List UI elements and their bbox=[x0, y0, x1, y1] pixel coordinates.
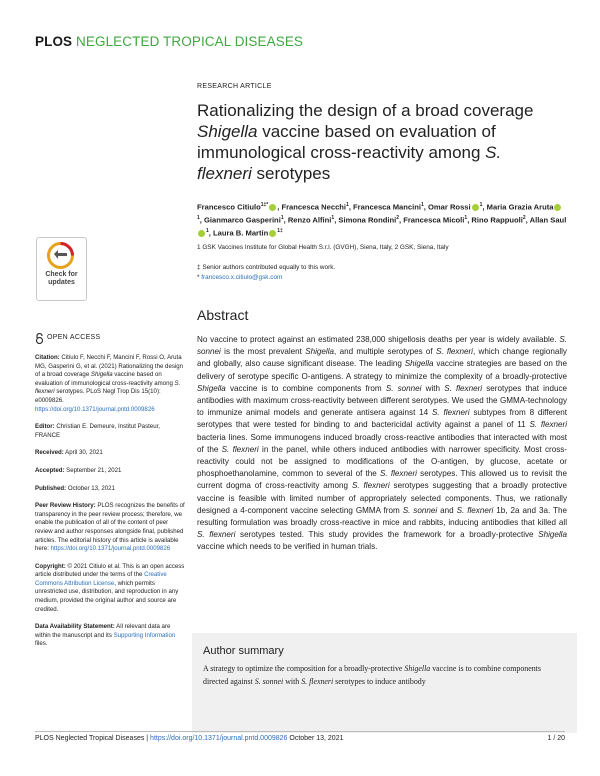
received-date: Received: April 30, 2021 bbox=[35, 449, 103, 457]
open-access-lock-icon bbox=[35, 333, 44, 344]
orcid-icon[interactable] bbox=[472, 204, 479, 211]
author-notes: ‡ Senior authors contributed equally to this work. * francesco.x.citiulo@gsk.com bbox=[197, 263, 567, 282]
abstract-heading: Abstract bbox=[197, 307, 249, 323]
footer-citation: PLOS Neglected Tropical Diseases | https://doi.org/10.1371/journal.pntd.0009826 October 13, 2021 bbox=[35, 735, 344, 742]
publisher-logo-text: PLOS bbox=[35, 34, 73, 49]
data-availability-block: Data Availability Statement: All relevant data are within the manuscript and its Supporting Information files. bbox=[35, 623, 176, 648]
copyright-block: Copyright: © 2021 Citiulo et al. This is an open access article distributed under the terms of the Creative Commons Attribution License, which permits unrestricted use, distribution, and reproduction in any medium, provided the original author and source are credited. bbox=[35, 562, 185, 613]
orcid-icon[interactable] bbox=[198, 230, 205, 237]
supporting-info-link[interactable]: Supporting Information bbox=[113, 631, 176, 639]
citation-block: Citation: Citiulo F, Necchi F, Mancini F, Rossi O, Aruta MG, Gasperini G, et al. (2021) Rationalizing the design of a broad coverage Shigella vaccine based on evaluation of immunological cross-reactivity among S. flexneri serotypes. PLoS Negl Trop Dis 15(10): e0009826. https://doi.org/10.1371/journal.pntd.0009826 bbox=[35, 354, 184, 413]
orcid-icon[interactable] bbox=[269, 230, 276, 237]
page-number: 1 / 20 bbox=[547, 735, 565, 742]
peer-review-link[interactable]: https://doi.org/10.1371/journal.pntd.0009826 bbox=[50, 545, 171, 553]
accepted-date: Accepted: September 21, 2021 bbox=[35, 466, 122, 474]
editor-block: Editor: Christian E. Demeure, Institut Pasteur, FRANCE bbox=[35, 423, 160, 439]
citation-doi-link[interactable]: https://doi.org/10.1371/journal.pntd.0009826 bbox=[35, 405, 155, 413]
peer-review-block: Peer Review History: PLOS recognizes the benefits of transparency in the peer review process; therefore, we enable the publication of all of the content of peer review and author responses alongside final, published articles. The editorial history of this article is available here: https://doi.org/10.1371/journal.pntd.0009826 bbox=[35, 502, 185, 553]
footer-doi-link[interactable]: https://doi.org/10.1371/journal.pntd.0009826 bbox=[150, 735, 288, 742]
article-title: Rationalizing the design of a broad coverage Shigella vaccine based on evaluation of immunological cross-reactivity among S. flexneri serotypes bbox=[197, 101, 534, 183]
orcid-icon[interactable] bbox=[554, 204, 561, 211]
affiliations: 1 GSK Vaccines Institute for Global Health S.r.l. (GVGH), Siena, Italy, 2 GSK, Siena, Italy bbox=[197, 244, 449, 251]
check-for-updates-badge[interactable] bbox=[36, 237, 87, 301]
journal-name: NEGLECTED TROPICAL DISEASES bbox=[76, 34, 304, 49]
footer-divider bbox=[35, 731, 565, 732]
page-footer bbox=[35, 735, 565, 742]
check-for-updates-label: Check for updates bbox=[45, 271, 78, 286]
license-link[interactable]: Creative Commons Attribution License bbox=[35, 571, 167, 587]
corresponding-email-link[interactable]: francesco.x.citiulo@gsk.com bbox=[201, 273, 283, 281]
published-date: Published: October 13, 2021 bbox=[35, 484, 115, 492]
check-for-updates-icon bbox=[47, 242, 74, 269]
author-list: Francesco Citiulo$^{1\ddagger*}$ , Francesca Necchi$^1$, Francesca Mancini$^1$, Omar Rossi $^1$, Maria Grazia Aruta$^1$, Gianmarco Gasperini$^1$, Renzo Alfini$^1$, Simona Rondini$^2$, Francesca Micoli$^1$, Rino Rappuoli$^2$, Allan Saul$^1$, Laura B. Martin $^{1\ddagger}$ bbox=[197, 202, 567, 238]
orcid-icon[interactable] bbox=[269, 204, 276, 211]
senior-authors-note: ‡ Senior authors contributed equally to this work. bbox=[197, 264, 336, 271]
journal-header bbox=[35, 34, 303, 49]
open-access-label: OPEN ACCESS bbox=[35, 333, 185, 344]
author-summary-body: A strategy to optimize the composition for a broadly-protective Shigella vaccine is to combine components directed against S. sonnei with S. flexneri serotypes to induce antibody bbox=[203, 664, 541, 686]
article-sidebar bbox=[35, 333, 185, 658]
article-type: RESEARCH ARTICLE bbox=[197, 83, 272, 90]
author-summary-heading: Author summary bbox=[203, 645, 284, 657]
abstract-body: No vaccine to protect against an estimated 238,000 shigellosis deaths per year is widely available. S. sonnei is the most prevalent Shigella, and multiple serotypes of S. flexneri, which change regionally and globally, also cause significant disease. The leading Shigella vaccine strategies are based on the delivery of serotype specific O-antigens. A strategy to minimize the complexity of a broadly-protective Shigella vaccine is to combine components from S. sonnei with S. flexneri serotypes that induce antibodies with maximum cross-reactivity between different serotypes. We used the GMMA-technology to immunize animal models and generate antisera against 14 S. flexneri subtypes from 8 different serotypes that were tested for binding to and bactericidal activity against a panel of 11 S. flexneri bacteria lines. Some immunogens induced broadly cross-reactive antibodies that interacted with most of the S. flexneri in the panel, while others induced antibodies with narrower specificity. Most cross-reactivity could not be assigned to modifications of the O-antigen, by glucose, acetate or phosphoethanolamine, common to several of the S. flexneri serotypes. This allowed us to revisit the current dogma of cross-reactivity among S. flexneri serotypes suggesting that a broadly protective vaccine is feasible with limited number of appropriately selected components. Thus, we rationally designed a 4-component vaccine selecting GMMA from S. sonnei and S. flexneri 1b, 2a and 3a. The resulting formulation was broadly cross-reactive in mice and rabbits, inducing antibodies that killed all S. flexneri serotypes tested. This study provides the framework for a broadly-protective Shigella vaccine which needs to be verified in human trials. bbox=[197, 335, 568, 552]
